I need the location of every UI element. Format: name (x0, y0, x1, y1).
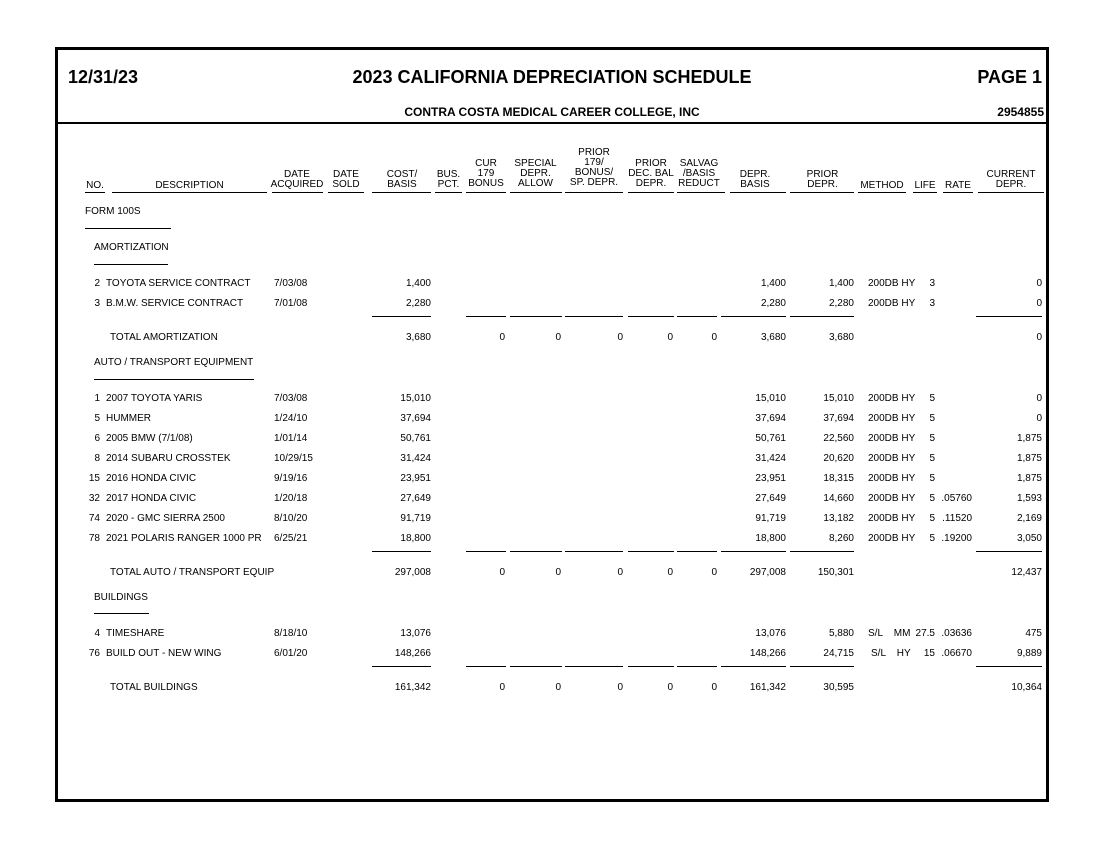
col-depr-basis: DEPR. BASIS (739, 169, 771, 190)
subtotal-rule (790, 551, 854, 552)
row-date-acquired: 8/18/10 (274, 628, 308, 639)
row-cost: 27,649 (400, 493, 431, 504)
row-description: 2014 SUBARU CROSSTEK (106, 453, 231, 464)
row-cost: 2,280 (405, 298, 431, 309)
row-rate: .03636 (941, 628, 972, 639)
row-depr-basis: 37,694 (755, 413, 786, 424)
row-no: 4 (94, 628, 100, 639)
row-description: 2007 TOYOTA YARIS (106, 393, 203, 404)
total-label: TOTAL BUILDINGS (110, 682, 198, 693)
col-salvage: SALVAG /BASIS REDUCT (678, 158, 720, 189)
row-no: 5 (94, 413, 100, 424)
subtotal-rule (372, 551, 431, 552)
col-prior-dec-bal: PRIOR DEC. BAL DEPR. (628, 158, 674, 189)
row-life: 3 (929, 298, 935, 309)
total-current-depr: 12,437 (1011, 567, 1042, 578)
total-prior-depr: 30,595 (823, 682, 854, 693)
subtotal-rule (565, 551, 623, 552)
row-life: 5 (929, 413, 935, 424)
total-cost: 297,008 (394, 567, 431, 578)
subtotal-rule (790, 666, 854, 667)
row-life: 5 (929, 393, 935, 404)
row-no: 76 (88, 648, 100, 659)
row-cost: 18,800 (400, 533, 431, 544)
total-depr-basis: 297,008 (749, 567, 786, 578)
row-method: 200DB HY (868, 433, 916, 444)
col-bus-pct: BUS. PCT. (436, 169, 461, 190)
row-no: 15 (88, 473, 100, 484)
row-life: 3 (929, 278, 935, 289)
row-cost: 50,761 (400, 433, 431, 444)
col-underline (466, 192, 506, 193)
row-cost: 91,719 (400, 513, 431, 524)
row-method: 200DB HY (868, 473, 916, 484)
row-current-depr: 0 (1036, 413, 1042, 424)
row-method: 200DB HY (868, 298, 916, 309)
row-cost: 13,076 (400, 628, 431, 639)
subtotal-rule (976, 551, 1042, 552)
col-prior-179: PRIOR 179/ BONUS/ SP. DEPR. (569, 147, 619, 188)
row-depr-basis: 31,424 (755, 453, 786, 464)
subtotal-rule (510, 316, 562, 317)
subtotal-rule (628, 666, 674, 667)
row-current-depr: 1,875 (1016, 433, 1042, 444)
row-no: 32 (88, 493, 100, 504)
total-prior-depr: 150,301 (817, 567, 854, 578)
row-current-depr: 1,875 (1016, 473, 1042, 484)
section-title-auto-transport: AUTO / TRANSPORT EQUIPMENT (94, 357, 254, 368)
subtotal-rule (677, 316, 717, 317)
row-depr-basis: 91,719 (755, 513, 786, 524)
col-special-allow: SPECIAL DEPR. ALLOW (514, 158, 557, 189)
total-cur179: 0 (499, 567, 505, 578)
row-depr-basis: 50,761 (755, 433, 786, 444)
row-method: 200DB HY (868, 533, 916, 544)
row-rate: .05760 (941, 493, 972, 504)
subtotal-rule (565, 316, 623, 317)
row-life: 5 (929, 493, 935, 504)
row-date-acquired: 10/29/15 (274, 453, 313, 464)
section-title-amortization: AMORTIZATION (94, 242, 169, 253)
row-life: 5 (929, 453, 935, 464)
row-cost: 31,424 (400, 453, 431, 464)
report-date: 12/31/23 (68, 67, 139, 87)
subtotal-rule (466, 666, 506, 667)
row-method: 200DB HY (868, 493, 916, 504)
row-cost: 15,010 (400, 393, 431, 404)
col-underline (565, 192, 623, 193)
total-prior-dec: 0 (667, 567, 673, 578)
col-underline (730, 192, 786, 193)
col-underline (858, 192, 906, 193)
row-prior-depr: 24,715 (823, 648, 854, 659)
row-date-acquired: 6/01/20 (274, 648, 308, 659)
total-cur179: 0 (499, 682, 505, 693)
subtotal-rule (510, 666, 562, 667)
row-current-depr: 1,875 (1016, 453, 1042, 464)
col-underline (628, 192, 674, 193)
subtotal-rule (790, 316, 854, 317)
row-prior-depr: 15,010 (823, 393, 854, 404)
total-current-depr: 10,364 (1011, 682, 1042, 693)
subtotal-rule (721, 666, 786, 667)
total-label: TOTAL AUTO / TRANSPORT EQUIP (110, 567, 275, 578)
row-depr-basis: 23,951 (755, 473, 786, 484)
row-rate: .19200 (941, 533, 972, 544)
row-prior-depr: 5,880 (828, 628, 854, 639)
row-cost: 148,266 (394, 648, 431, 659)
report-title: 2023 CALIFORNIA DEPRECIATION SCHEDULE (352, 67, 752, 87)
row-rate: .06670 (941, 648, 972, 659)
subtotal-rule (628, 551, 674, 552)
row-depr-basis: 18,800 (755, 533, 786, 544)
row-depr-basis: 1,400 (760, 278, 786, 289)
form-underline (85, 228, 171, 229)
col-prior-depr: PRIOR DEPR. (806, 169, 839, 190)
row-no: 78 (88, 533, 100, 544)
row-life: 5 (929, 533, 935, 544)
row-method: 200DB HY (868, 278, 916, 289)
total-prior179: 0 (617, 567, 623, 578)
row-description: TIMESHARE (106, 628, 165, 639)
row-description: 2005 BMW (7/1/08) (106, 433, 193, 444)
row-current-depr: 475 (1025, 628, 1042, 639)
row-date-acquired: 7/03/08 (274, 278, 308, 289)
col-method: METHOD (860, 180, 904, 191)
total-prior-dec: 0 (667, 682, 673, 693)
col-underline (372, 192, 431, 193)
row-date-acquired: 7/01/08 (274, 298, 308, 309)
row-rate: .11520 (942, 513, 972, 524)
total-special: 0 (555, 332, 561, 343)
col-current-depr: CURRENT DEPR. (986, 169, 1036, 190)
row-method: S/L MM (868, 628, 911, 639)
row-date-acquired: 7/03/08 (274, 393, 308, 404)
row-method: 200DB HY (868, 453, 916, 464)
row-cost: 23,951 (400, 473, 431, 484)
row-no: 1 (94, 393, 100, 404)
row-no: 8 (94, 453, 100, 464)
subtotal-rule (628, 316, 674, 317)
row-cost: 1,400 (405, 278, 431, 289)
total-prior-depr: 3,680 (828, 332, 854, 343)
row-current-depr: 0 (1036, 393, 1042, 404)
row-description: BUILD OUT - NEW WING (106, 648, 222, 659)
subtotal-rule (565, 666, 623, 667)
col-underline (112, 192, 267, 193)
row-description: B.M.W. SERVICE CONTRACT (106, 298, 244, 309)
col-underline (85, 192, 105, 193)
row-description: HUMMER (106, 413, 151, 424)
row-prior-depr: 13,182 (823, 513, 854, 524)
subtotal-rule (466, 551, 506, 552)
section-underline (94, 379, 254, 380)
company-id: 2954855 (997, 105, 1044, 119)
row-current-depr: 3,050 (1016, 533, 1042, 544)
total-prior179: 0 (617, 682, 623, 693)
row-current-depr: 1,593 (1016, 493, 1042, 504)
col-no: NO. (86, 180, 104, 191)
row-no: 3 (94, 298, 100, 309)
subtotal-rule (372, 316, 431, 317)
row-no: 2 (94, 278, 100, 289)
col-underline (978, 192, 1044, 193)
row-no: 6 (94, 433, 100, 444)
total-salvage: 0 (711, 332, 717, 343)
row-description: TOYOTA SERVICE CONTRACT (106, 278, 251, 289)
row-current-depr: 0 (1036, 298, 1042, 309)
col-underline (790, 192, 854, 193)
col-life: LIFE (914, 180, 936, 191)
row-date-acquired: 6/25/21 (274, 533, 308, 544)
subtotal-rule (466, 316, 506, 317)
col-underline (677, 192, 725, 193)
row-prior-depr: 2,280 (828, 298, 854, 309)
row-method: 200DB HY (868, 513, 916, 524)
row-life: 15 (923, 648, 935, 659)
col-underline (510, 192, 562, 193)
row-current-depr: 9,889 (1016, 648, 1042, 659)
subtotal-rule (372, 666, 431, 667)
col-rate: RATE (945, 180, 971, 191)
row-depr-basis: 13,076 (755, 628, 786, 639)
total-prior179: 0 (617, 332, 623, 343)
total-cost: 3,680 (405, 332, 431, 343)
total-salvage: 0 (711, 682, 717, 693)
total-special: 0 (555, 567, 561, 578)
row-no: 74 (88, 513, 100, 524)
row-cost: 37,694 (400, 413, 431, 424)
col-date-acquired: DATE ACQUIRED (270, 169, 324, 190)
row-depr-basis: 2,280 (760, 298, 786, 309)
col-cost-basis: COST/ BASIS (386, 169, 418, 190)
row-date-acquired: 1/24/10 (274, 413, 308, 424)
col-underline (328, 192, 364, 193)
subtotal-rule (976, 316, 1042, 317)
row-prior-depr: 18,315 (823, 473, 854, 484)
section-title-buildings: BUILDINGS (94, 592, 148, 603)
col-underline (435, 192, 462, 193)
col-underline (913, 192, 937, 193)
subtotal-rule (510, 551, 562, 552)
total-cur179: 0 (499, 332, 505, 343)
row-date-acquired: 1/20/18 (274, 493, 308, 504)
row-prior-depr: 37,694 (823, 413, 854, 424)
row-prior-depr: 1,400 (828, 278, 854, 289)
row-description: 2020 - GMC SIERRA 2500 (106, 513, 225, 524)
section-underline (94, 264, 168, 265)
total-special: 0 (555, 682, 561, 693)
row-prior-depr: 8,260 (828, 533, 854, 544)
row-date-acquired: 9/19/16 (274, 473, 308, 484)
subtotal-rule (721, 316, 786, 317)
col-underline (943, 192, 973, 193)
row-description: 2016 HONDA CIVIC (106, 473, 197, 484)
total-depr-basis: 3,680 (760, 332, 786, 343)
subtotal-rule (677, 666, 717, 667)
total-label: TOTAL AMORTIZATION (110, 332, 218, 343)
row-depr-basis: 27,649 (755, 493, 786, 504)
row-depr-basis: 148,266 (749, 648, 786, 659)
col-date-sold: DATE SOLD (332, 169, 360, 190)
row-date-acquired: 8/10/20 (274, 513, 308, 524)
row-prior-depr: 14,660 (823, 493, 854, 504)
row-prior-depr: 22,560 (823, 433, 854, 444)
row-prior-depr: 20,620 (823, 453, 854, 464)
row-life: 5 (929, 473, 935, 484)
row-method: 200DB HY (868, 413, 916, 424)
row-date-acquired: 1/01/14 (274, 433, 308, 444)
section-underline (94, 613, 149, 614)
subtotal-rule (721, 551, 786, 552)
subtotal-rule (677, 551, 717, 552)
row-life: 5 (929, 433, 935, 444)
row-method: S/L HY (871, 648, 911, 659)
col-underline (272, 192, 323, 193)
row-description: 2017 HONDA CIVIC (106, 493, 197, 504)
company-name: CONTRA COSTA MEDICAL CAREER COLLEGE, INC (404, 105, 700, 119)
row-description: 2021 POLARIS RANGER 1000 PR (106, 533, 262, 544)
row-life: 27.5 (915, 628, 935, 639)
col-description: DESCRIPTION (155, 180, 224, 191)
row-current-depr: 2,169 (1016, 513, 1042, 524)
page-number: PAGE 1 (977, 67, 1042, 87)
subtotal-rule (976, 666, 1042, 667)
header-divider (58, 122, 1046, 124)
total-current-depr: 0 (1036, 332, 1042, 343)
total-depr-basis: 161,342 (749, 682, 786, 693)
form-label: FORM 100S (85, 206, 141, 217)
row-current-depr: 0 (1036, 278, 1042, 289)
col-cur179-bonus: CUR 179 BONUS (468, 158, 504, 189)
total-prior-dec: 0 (667, 332, 673, 343)
total-salvage: 0 (711, 567, 717, 578)
row-depr-basis: 15,010 (755, 393, 786, 404)
total-cost: 161,342 (394, 682, 431, 693)
row-life: 5 (929, 513, 935, 524)
row-method: 200DB HY (868, 393, 916, 404)
